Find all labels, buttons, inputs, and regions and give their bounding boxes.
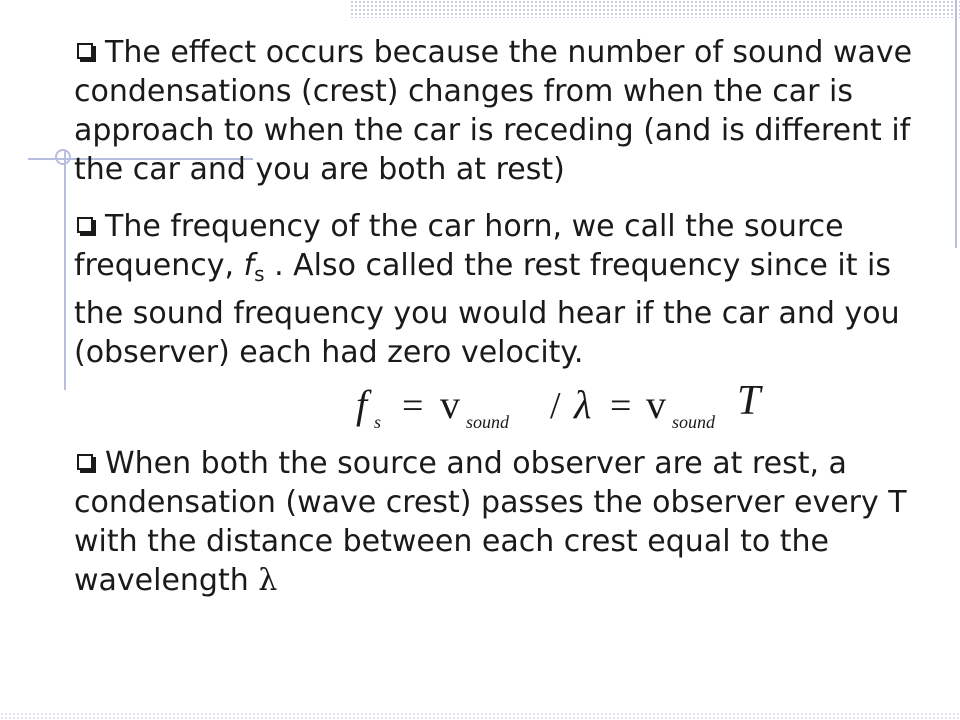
- equation-block: [74, 380, 874, 442]
- slide-body: [74, 33, 919, 600]
- decor-vertical-line-left: [64, 150, 66, 390]
- paragraph-2-text-after: . Also called the rest frequency since it is the sound frequency you would hear if the car and you (observer) each had zero velocity.: [74, 248, 900, 370]
- eq-v-1: v: [440, 382, 460, 427]
- eq-lambda: λ: [574, 382, 592, 427]
- eq-f: f: [356, 382, 368, 427]
- eq-sub-sound-1: sound: [466, 412, 510, 432]
- eq-sub-s: s: [374, 412, 382, 432]
- bullet-paragraph-1: [74, 33, 919, 189]
- bullet-paragraph-3: [74, 444, 919, 600]
- square-bullet-icon: [77, 454, 93, 470]
- square-bullet-icon: [77, 217, 93, 233]
- lambda-symbol: λ: [258, 563, 278, 598]
- decor-vertical-line-right: [955, 0, 957, 248]
- paragraph-2-text-before: The frequency of the car horn, we call the source frequency,: [74, 209, 844, 283]
- decor-target-circle: [55, 149, 71, 165]
- source-frequency-variable: f: [243, 248, 255, 283]
- source-frequency-subscript: s: [254, 262, 265, 286]
- source-frequency-equation: [354, 380, 794, 442]
- eq-equals-2: =: [610, 385, 632, 427]
- eq-sub-sound-2: sound: [672, 412, 716, 432]
- dotted-band-bottom: [0, 712, 960, 720]
- eq-v-2: v: [646, 382, 666, 427]
- paragraph-3-text: When both the source and observer are at rest, a condensation (wave crest) passes the observer every T with the distance between each crest equal to the wavelength: [74, 446, 907, 598]
- dotted-band-top: [350, 0, 960, 18]
- eq-equals-1: =: [402, 385, 424, 427]
- square-bullet-icon: [77, 43, 93, 59]
- eq-slash: /: [550, 385, 561, 427]
- bullet-paragraph-2: [74, 207, 919, 372]
- paragraph-1-text: The effect occurs because the number of sound wave condensations (crest) changes from when the car is approach to when the car is receding (and is different if the car and you are both at rest): [74, 35, 913, 187]
- eq-T: T: [737, 380, 761, 424]
